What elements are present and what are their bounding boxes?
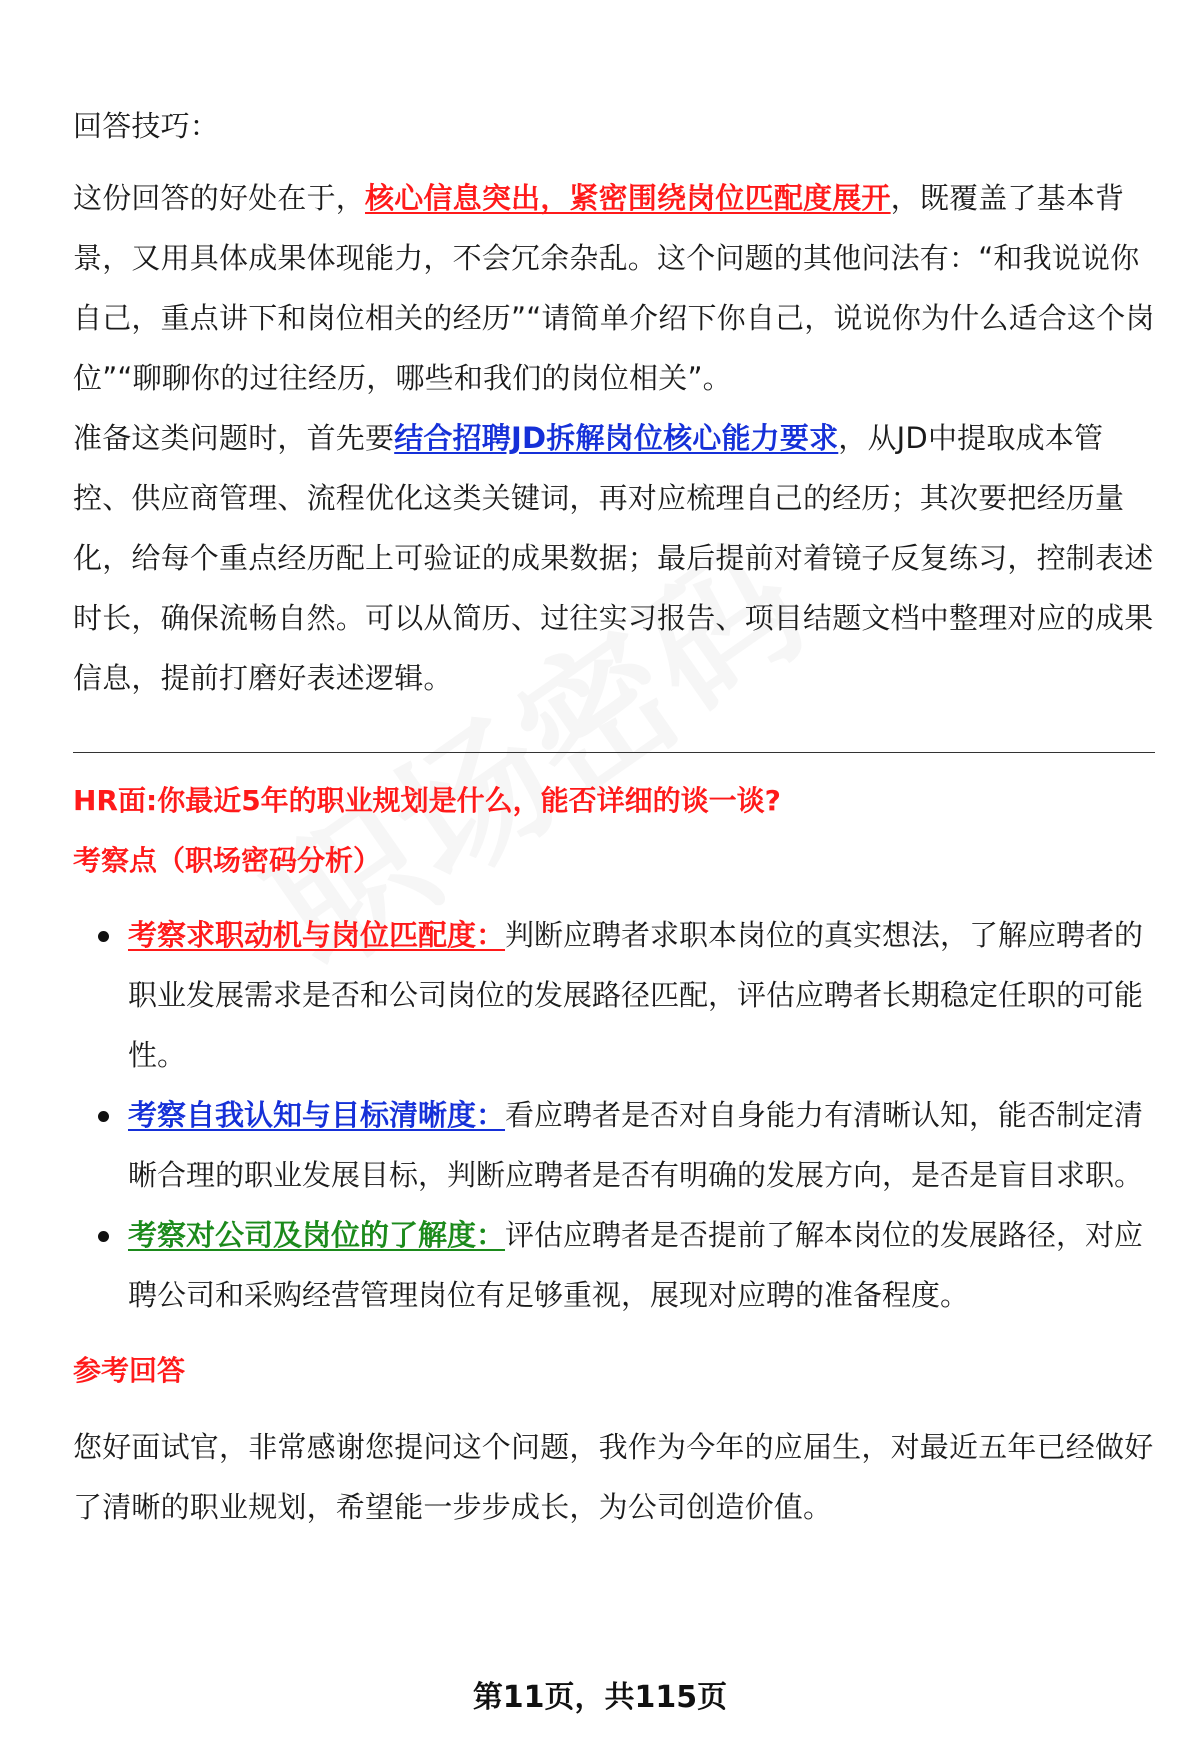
bullet-icon [98, 931, 109, 942]
question-title: HR面:你最近5年的职业规划是什么，能否详细的谈一谈? [73, 784, 781, 817]
bullet-icon [98, 1231, 109, 1242]
tips-paragraph-1 [73, 168, 1155, 408]
points-heading: 考察点（职场密码分析） [73, 844, 382, 877]
page-number: 第11页，共115页 [472, 1680, 728, 1715]
tips-p1-lead: 这份回答的好处在于， [73, 181, 366, 215]
point-text: 评估应聘者是否提前了解本岗位的发展路径，对应聘公司和采购经营管理岗位有足够重视，展现对应聘的准备程度。 [128, 1218, 1144, 1312]
list-item [73, 1085, 1155, 1205]
point-text: 判断应聘者求职本岗位的真实想法，了解应聘者的职业发展需求是否和公司岗位的发展路径匹配，评估应聘者长期稳定任职的可能性。 [128, 918, 1144, 1072]
point-label: 考察自我认知与目标清晰度： [128, 1098, 506, 1132]
point-label: 考察对公司及岗位的了解度： [128, 1218, 506, 1252]
page-content [73, 96, 1155, 1537]
tips-paragraph-2 [73, 408, 1155, 708]
tips-p1-highlight: 核心信息突出，紧密围绕岗位匹配度展开 [365, 181, 891, 215]
tips-p2-lead: 准备这类问题时，首先要 [73, 421, 395, 455]
tips-heading: 回答技巧： [73, 109, 220, 143]
points-list [73, 905, 1155, 1325]
bullet-icon [98, 1111, 109, 1122]
section-divider [73, 752, 1155, 753]
list-item [73, 905, 1155, 1085]
point-text: 看应聘者是否对自身能力有清晰认知，能否制定清晰合理的职业发展目标，判断应聘者是否有明确的发展方向，是否是盲目求职。 [128, 1098, 1144, 1192]
list-item [73, 1205, 1155, 1325]
reference-answer-heading: 参考回答 [73, 1354, 186, 1387]
point-label: 考察求职动机与岗位匹配度： [128, 918, 506, 952]
reference-answer-text: 您好面试官，非常感谢您提问这个问题，我作为今年的应届生，对最近五年已经做好了清晰的职业规划，希望能一步步成长，为公司创造价值。 [73, 1430, 1154, 1524]
tips-p2-rest: ，从JD中提取成本管控、供应商管理、流程优化这类关键词，再对应梳理自己的经历；其次要把经历量化，给每个重点经历配上可验证的成果数据；最后提前对着镜子反复练习，控制表述时长，确保流畅自然。可以从简历、过往实习报告、项目结题文档中整理对应的成果信息，提前打磨好表述逻辑。 [73, 421, 1154, 695]
tips-p2-highlight: 结合招聘JD拆解岗位核心能力要求 [394, 421, 839, 455]
tips-p1-rest: ，既覆盖了基本背景，又用具体成果体现能力，不会冗余杂乱。这个问题的其他问法有：“和我说说你自己，重点讲下和岗位相关的经历”“请简单介绍下你自己，说说你为什么适合这个岗位”“聊聊你的过往经历，哪些和我们的岗位相关”。 [73, 181, 1155, 395]
